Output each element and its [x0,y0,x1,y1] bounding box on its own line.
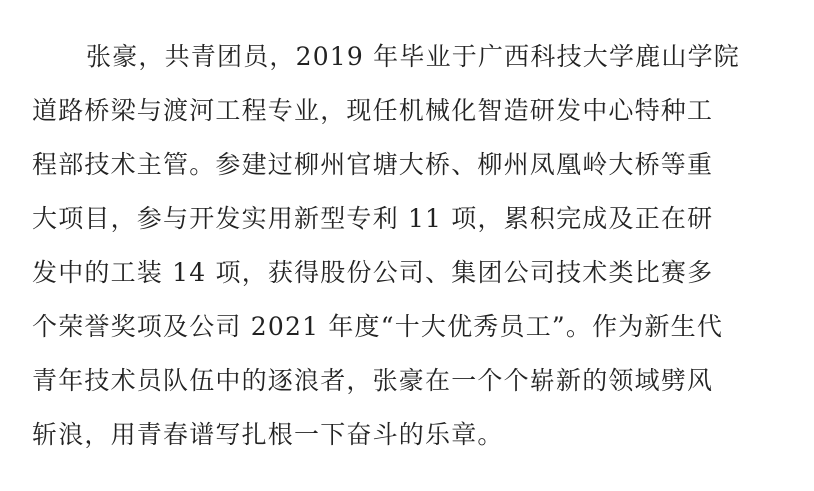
paragraph-line-2: 道路桥梁与渡河工程专业，现任机械化智造研发中心特种工 [32,96,714,125]
paragraph-line-1: 张豪，共青团员，2019 年毕业于广西科技大学鹿山学院 [86,42,740,71]
paragraph-line-6: 个荣誉奖项及公司 2021 年度“十大优秀员工”。作为新生代 [32,312,724,341]
paragraph-line-7: 青年技术员队伍中的逐浪者，张豪在一个个崭新的领域劈风 [32,366,714,395]
body-paragraph [32,30,792,462]
paragraph-line-5: 发中的工装 14 项，获得股份公司、集团公司技术类比赛多 [32,258,714,287]
paragraph-line-3: 程部技术主管。参建过柳州官塘大桥、柳州凤凰岭大桥等重 [32,150,714,179]
paragraph-line-8: 斩浪，用青春谱写扎根一下奋斗的乐章。 [32,420,504,449]
paragraph-line-4: 大项目，参与开发实用新型专利 11 项，累积完成及正在研 [32,204,714,233]
